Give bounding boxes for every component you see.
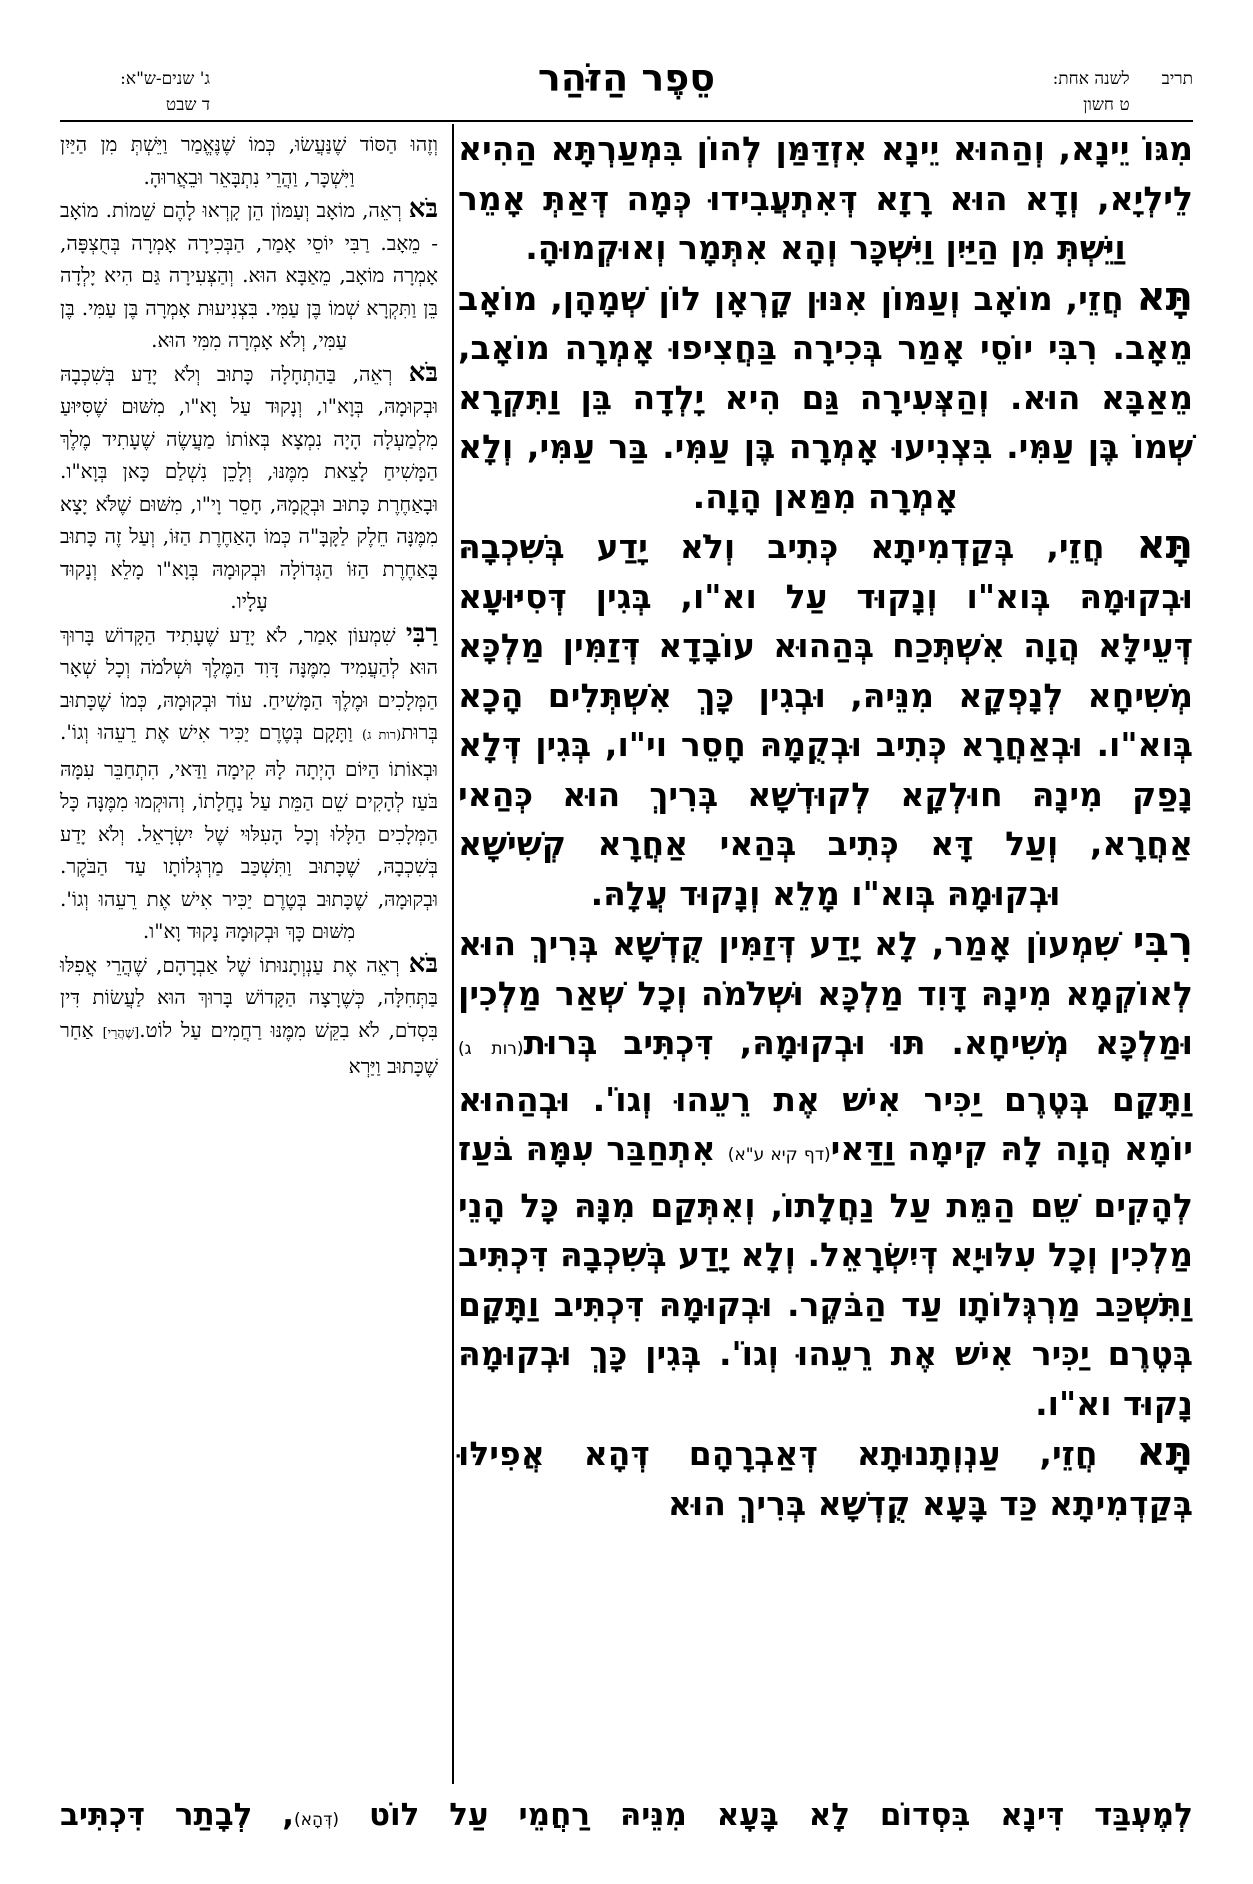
commentary-paragraph-4 [60, 618, 438, 948]
paragraph-lead-word: תָּא [1136, 1429, 1193, 1475]
header-left [60, 66, 210, 118]
main-text: וַתָּקָם בְּטֶרֶם יַכִּיר אִישׁ אֶת רֵעֵהוּ וְגוֹ'. וּבְהַהוּא יוֹמָא הֲוָה לָהּ קִימָה וַדַּאי [458, 1079, 1194, 1168]
continuation-line [60, 1792, 1193, 1843]
commentary-column [60, 128, 438, 1083]
schedule-three-years-date: ד שבט [165, 95, 210, 115]
schedule-three-years-label: ג' שנים-ש"א: [120, 69, 210, 89]
paragraph-lead-word: רִבִּי [1132, 919, 1193, 965]
commentary-text: רְאֵה, בַּהַתְחָלָה כָּתוּב וְלֹא יָדַע בְּשִׁכְבָהּ וּבְקוּמָהּ, בְּוָא"ו, וְנָקוּד עַל וָא"ו, מִשּׁוּם שֶׁסִּיּוּעַ מִלְמַעְלָה הָיָה נִמְצָא בְּאוֹתוֹ מַעֲשֶׂה שֶׁעָתִיד מֶלֶךְ הַמָּשִׁיחַ לָצֵאת מִמֶּנּוּ, וְלָכֵן נִשְׁלַם כָּאן בְּוָא"ו. וּבָאַחֶרֶת כָּתוּב וּבְקֻמָהּ, חָסֵר וָי"ו, מִשּׁוּם שֶׁלֹּא יָצָא מִמֶּנָּה חֵלֶק לַקָּבָּ"ה כְּמוֹ הָאַחֶרֶת הַזּוֹ, וְעַל זֶה כָּתוּב בָּאַחֶרֶת הַזּוֹ הַגְּדוֹלָה וּבְקוּמָהּ בְּוָא"ו מָלֵא וְנָקוּד עָלָיו. [60, 361, 438, 613]
commentary-text: וְזֶהוּ הַסּוֹד שֶׁנַּעֲשׂוּ, כְּמוֹ שֶׁנֶּאֱמַר וַיֵּשְׁתְּ מִן הַיַּיִן וַיִּשְׁכָּר, וַהֲרֵי נִתְבָּאֵר וּבֵאֲרוּהָ. [60, 132, 438, 189]
main-text-column [458, 124, 1193, 1528]
commentary-text: אַחַר שֶׁכָּתוּב וַיַּרְא [60, 1017, 438, 1078]
paragraph-lead-word: תָּא [1136, 522, 1193, 568]
page-reference: (דף קיא ע"א) [727, 1145, 831, 1165]
paragraph-lead-word: תָּא [1136, 273, 1193, 320]
paragraph-lead-word: רַבִּי [405, 618, 438, 649]
main-paragraph-1 [458, 124, 1193, 273]
main-paragraph-4 [458, 918, 1193, 1428]
main-text: לְמֶעְבַּד דִּינָא בִּסְדוֹם לָא בָּעָא מִנֵּיהּ רַחֲמֵי עַל לוֹט [368, 1797, 1193, 1833]
main-text: מִגּוֹ יֵינָא, וְהַהוּא יֵינָא אִזְדַּמַּן לְהוֹן בִּמְעַרְתָּא הַהִיא לֵילְיָא, וְדָא הוּא רָזָא דְּאִתְעֲבִידוּ כְּמָה דְּאַתְּ אָמֵר וַיֵּשְׁתְּ מִן הַיַּיִן וַיִּשְׁכָּר וְהָא אִתְּמָר וְאוּקְמוּהָ. [458, 129, 1193, 267]
commentary-paragraph-3 [60, 357, 438, 618]
column-divider [452, 124, 454, 1784]
main-text: חֲזֵי, עַנְוְתָנוּתָא דְּאַבְרָהָם דְּהָא אֲפִילּוּ בְּקַדְמִיתָא כַּד בָּעָא קֻדְשָׁא בְּרִיךְ הוּא [458, 1434, 1193, 1523]
page-number: תריב [1161, 69, 1193, 89]
main-paragraph-3 [458, 521, 1193, 918]
main-text: שִׁמְעוֹן אָמַר, לָא יָדַע דְּזַמִּין קֻדְשָׁא בְּרִיךְ הוּא לְאוֹקְמָא מִינָהּ דָּוִד מַלְכָּא וּשְׁלֹמֹה וְכָל שְׁאַר מַלְכִין וּמַלְכָּא מְשִׁיחָא. תּוּ וּבְקוּמָהּ, דִּכְתִּיב בְּרוּת [458, 924, 1193, 1062]
main-paragraph-5 [458, 1428, 1193, 1528]
main-text: חֲזֵי, בְּקַדְמִיתָא כְּתִיב וְלֹא יָדַע בְּשִׁכְבָהּ וּבְקוּמָהּ בְּוא"ו וְנָקוּד עַל וא"ו, בְּגִין דְּסִיּוּעָא דְּעֵילָּא הֲוָה אִשְׁתְּכַח בְּהַהוּא עוֹבָדָא דְּזַמִּין מַלְכָּא מְשִׁיחָא לְנָפְקָא מִנֵּיהּ, וּבְגִין כָּךְ אִשְׁתְּלִים הָכָא בְּוא"ו. וּבְאַחֲרָא כְּתִיב וּבְקֻמָהּ חָסֵר וי"ו, בְּגִין דְּלָא נָפַק מִינָהּ חוּלְקָא לְקוּדְשָׁא בְּרִיךְ הוּא כְּהַאי אַחֲרָא, וְעַל דָּא כְּתִיב בְּהַאי אַחֲרָא קְשִׁישָׁא וּבְקוּמָהּ בְּוא"ו מָלֵא וְנָקוּד עֲלָהּ. [458, 527, 1193, 913]
paragraph-lead-word: בֹּא [408, 948, 438, 979]
paragraph-lead-word: בֹּא [408, 194, 438, 224]
commentary-text: שִׁמְעוֹן אָמַר, לֹא יָדַע שֶׁעָתִיד הַקָּדוֹשׁ בָּרוּךְ הוּא לְהַעֲמִיד מִמֶּנָּה דָּוִד הַמֶּלֶךְ וּשְׁלֹמֹה וְכָל שְׁאָר הַמְּלָכִים וּמֶלֶךְ הַמָּשִׁיחַ. עוֹד וּבְקוּמָהּ, כְּמוֹ שֶׁכָּתוּב בְּרוּת [60, 622, 438, 744]
schedule-date: ט חשון [1083, 95, 1130, 115]
header-rule [60, 120, 1193, 122]
main-paragraph-2 [458, 273, 1193, 522]
source-reference: (רות ג) [458, 1039, 524, 1059]
book-title: סֵפֶר הַזֹּהַר [537, 56, 716, 100]
paragraph-lead-word: בֹּא [408, 357, 438, 388]
main-text: , לְבָתַר דִּכְתִּיב [60, 1797, 295, 1833]
main-text: אִתְחַבַּר עִמָּהּ בֹּעַז לְהָקִים שֵׁם הַמֵּת עַל נַחֲלָתוֹ, וְאִתְּקַם מִנָּהּ כָּל הָנֵי מַלְכִין וְכָל עִלּוּיָא דְּיִשְׂרָאֵל. וְלָא יָדַע בְּשִׁכְבָהּ דִּכְתִּיב וַתִּשְׁכַּב מַרְגְּלוֹתָו עַד הַבֹּקֶר. וּבְקוּמָהּ דִּכְתִּיב וַתָּקָם בְּטֶרֶם יַכִּיר אִישׁ אֶת רֵעֵהוּ וְגוֹ'. בְּגִין כָּךְ וּבְקוּמָהּ נָקוּד וא"ו. [457, 1129, 1193, 1423]
commentary-paragraph-1 [60, 128, 438, 193]
source-reference: (דְּהָא) [294, 1810, 340, 1830]
commentary-paragraph-2 [60, 193, 438, 357]
commentary-text: וַתָּקָם בְּטֶרֶם יַכִּיר אִישׁ אֶת רֵעֵהוּ וְגוֹ'. וּבְאוֹתוֹ הַיּוֹם הָיְתָה לָהּ קִימָה וַדַּאי, הִתְחַבֵּר עִמָּהּ בֹּעַז לְהָקִים שֵׁם הַמֵּת עַל נַחֲלָתוֹ, וְהוּקְמוּ מִמֶּנָּה כָּל הַמְּלָכִים הַלָּלוּ וְכָל הָעִלּוּי שֶׁל יִשְׂרָאֵל. וְלֹא יָדַע בְּשִׁכְבָהּ, שֶׁכָּתוּב וַתִּשְׁכַּב מַרְגְּלוֹתָו עַד הַבֹּקֶר. וּבְקוּמָהּ, שֶׁכָּתוּב בְּטֶרֶם יַכִּיר אִישׁ אֶת רֵעֵהוּ וְגוֹ'. מִשּׁוּם כָּךְ וּבְקוּמָהּ נָקוּד וָא"ו. [60, 720, 438, 943]
schedule-label: לשנה אחת: [1052, 69, 1130, 89]
source-reference: (רות ג) [362, 728, 402, 743]
commentary-text: רְאֵה אֶת עַנְוְתָנוּתוֹ שֶׁל אַבְרָהָם, שֶׁהֲרֵי אֲפִלּוּ בַּתְּחִלָּה, כְּשֶׁרָצָה הַקָּדוֹשׁ בָּרוּךְ הוּא לַעֲשׂוֹת דִּין בִּסְדֹם, לֹא בִקֵּשׁ מִמֶּנּוּ רַחֲמִים עַל לוֹט. [60, 952, 438, 1042]
bracket-reference: [שֶׁהֲרֵי] [102, 1025, 140, 1041]
commentary-text: רְאֵה, מוֹאָב וְעַמּוֹן הֵן קָרְאוּ לָהֶם שֵׁמוֹת. מוֹאָב - מֵאָב. רַבִּי יוֹסֵי אָמַר, הַבְּכִירָה אָמְרָה בְּחֻצְפָּה, אָמְרָה מוֹאָב, מֵאַבָּא הוּא. וְהַצְּעִירָה גַּם הִיא יָלְדָה בֵּן וַתִּקְרָא שְׁמוֹ בֶּן עַמִּי. בִּצְנִיעוּת אָמְרָה בֶּן עַמִּי. בֶּן עַמִּי, וְלֹא אָמְרָה מִמִּי הוּא. [60, 198, 438, 352]
main-text: חֲזֵי, מוֹאָב וְעַמּוֹן אִנּוּן קָרְאָן לוֹן שְׁמָהָן, מוֹאָב מֵאָב. רִבִּי יוֹסֵי אָמַר בְּכִירָה בַּחֲצִיפוּ אָמְרָה מוֹאָב, מֵאַבָּא הוּא. וְהַצְּעִירָה גַּם הִיא יָלְדָה בֵּן וַתִּקְרָא שְׁמוֹ בֶּן עַמִּי. בִּצְנִיעוּ אָמְרָה בֶּן עַמִּי. בַּר עַמִּי, וְלָא אָמְרָה מִמַּאן הָוָה. [458, 278, 1193, 516]
commentary-paragraph-5 [60, 948, 438, 1083]
